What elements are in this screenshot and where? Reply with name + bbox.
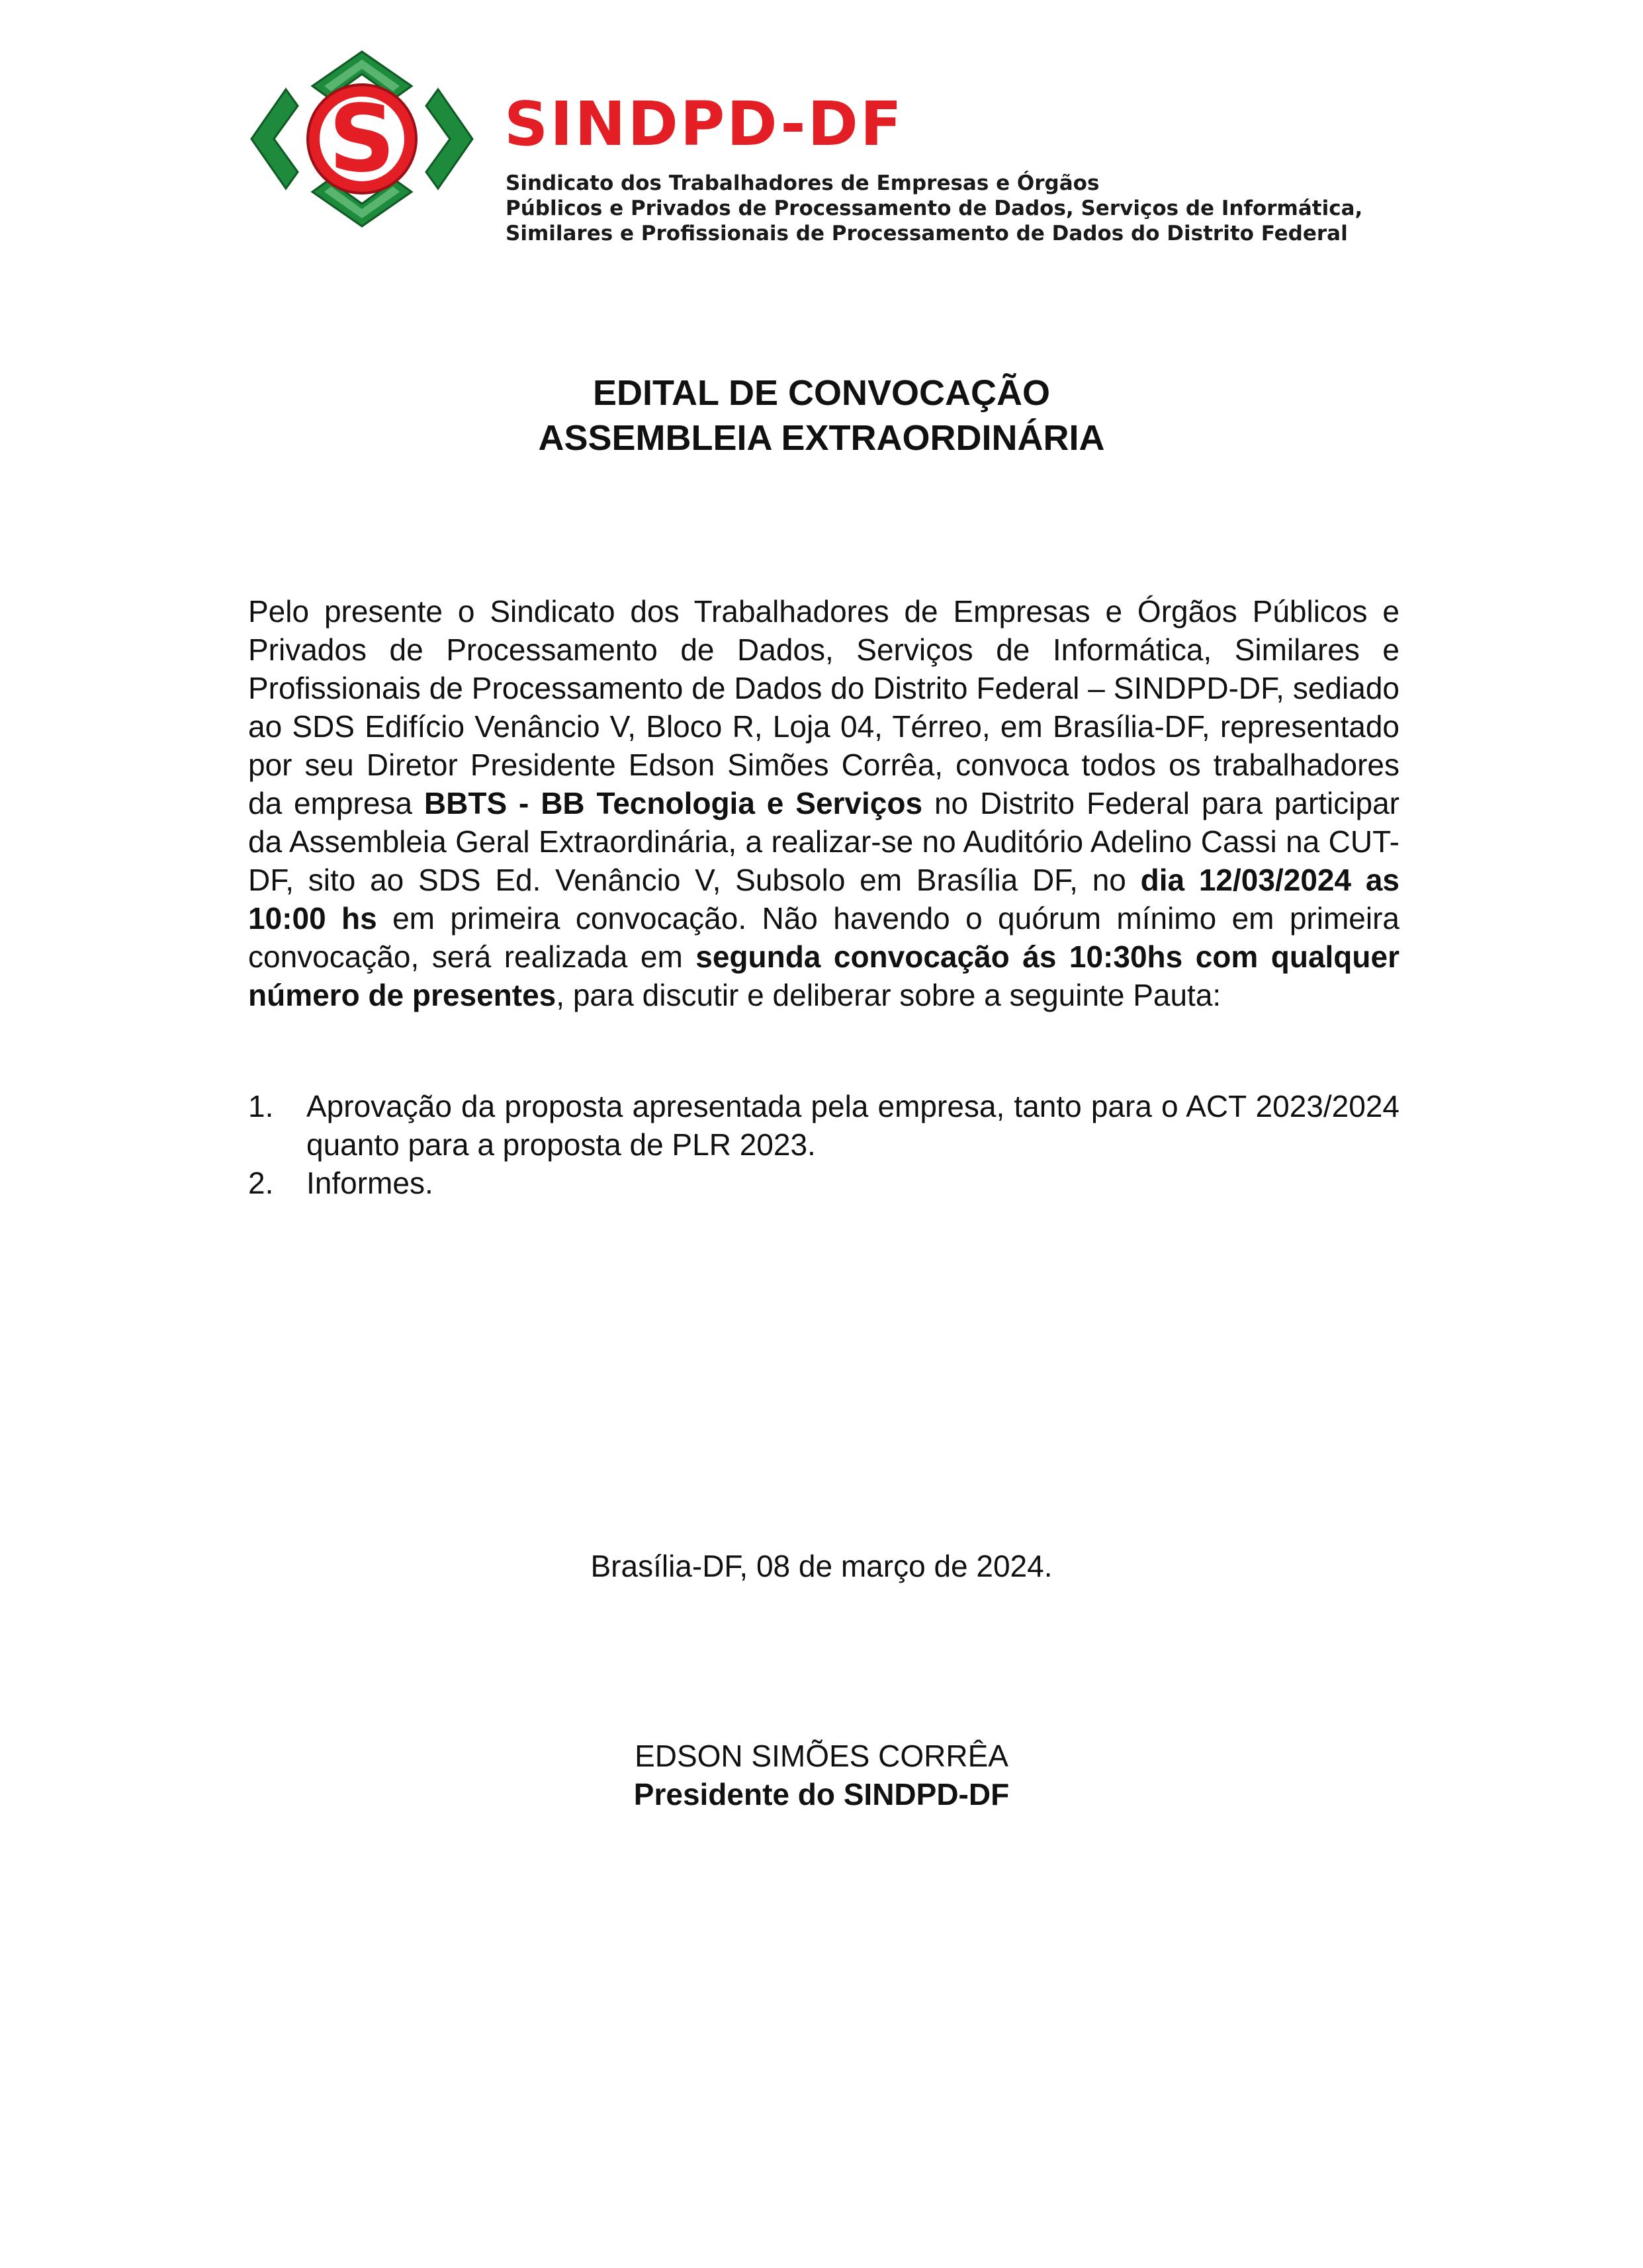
title-line-1: EDITAL DE CONVOCAÇÃO: [592, 373, 1051, 413]
title-line-2: ASSEMBLEIA EXTRAORDINÁRIA: [538, 418, 1105, 458]
body-text-part-2: no Distrito Federal para participar da Assembleia Geral Extraordinária, a realizar-se no Auditório Adelino Cassi na CUT-DF, sito ao SDS Ed. Venâncio V, Subsolo em Brasília DF, no: [248, 786, 1399, 897]
letterhead: [246, 46, 1543, 245]
agenda-item-number: 1.: [248, 1089, 274, 1123]
agenda-item: [248, 1087, 1399, 1164]
org-full-name-line: Similares e Profissionais de Processamento de Dados do Distrito Federal: [506, 222, 1348, 245]
body-text-part-4: , para discutir e deliberar sobre a seguinte Pauta:: [556, 978, 1221, 1012]
sindpd-logo: [246, 46, 478, 232]
logo-letter: S: [328, 85, 396, 193]
body-text-part-3: em primeira convocação. Não havendo o quórum mínimo em primeira convocação, será realizada em: [248, 901, 1399, 974]
agenda-list: [248, 1087, 1399, 1202]
company-name: BBTS - BB Tecnologia e Serviços: [423, 786, 923, 820]
convocation-paragraph: [248, 592, 1399, 1014]
meeting-date-time: dia 12/03/2024 as 10:00 hs: [248, 863, 1399, 936]
signatory-name: EDSON SIMÕES CORRÊA: [635, 1739, 1008, 1773]
document-title: [0, 371, 1643, 460]
agenda-item-number: 2.: [248, 1166, 274, 1200]
place-and-date: Brasília-DF, 08 de março de 2024.: [590, 1549, 1053, 1583]
signatory-role: Presidente do SINDPD-DF: [633, 1777, 1010, 1811]
body-text-part-1: Pelo presente o Sindicato dos Trabalhadores de Empresas e Órgãos Públicos e Privados de Processamento de Dados, Serviços de Informática, Similares e Profissionais de Processamento de Dados do Distrito Federal – SINDPD-DF, sediado ao SDS Edifício Venâncio V, Bloco R, Loja 04, Térreo, em Brasília-DF, representado por seu Diretor Presidente Edson Simões Corrêa, convoca todos os trabalhadores da empresa: [248, 594, 1399, 820]
org-name: SINDPD-DF: [504, 89, 904, 159]
agenda-item: [248, 1164, 1399, 1202]
org-full-name-line: Sindicato dos Trabalhadores de Empresas e Órgãos: [506, 171, 1100, 195]
org-full-name-line: Públicos e Privados de Processamento de Dados, Serviços de Informática,: [506, 196, 1363, 220]
org-full-name: [506, 171, 1362, 246]
signature-block: [0, 1737, 1643, 1813]
agenda-item-text: Aprovação da proposta apresentada pela empresa, tanto para o ACT 2023/2024 quanto para a proposta de PLR 2023.: [306, 1089, 1399, 1162]
agenda-item-text: Informes.: [306, 1166, 433, 1200]
second-call-info: segunda convocação ás 10:30hs com qualquer número de presentes: [248, 939, 1399, 1012]
